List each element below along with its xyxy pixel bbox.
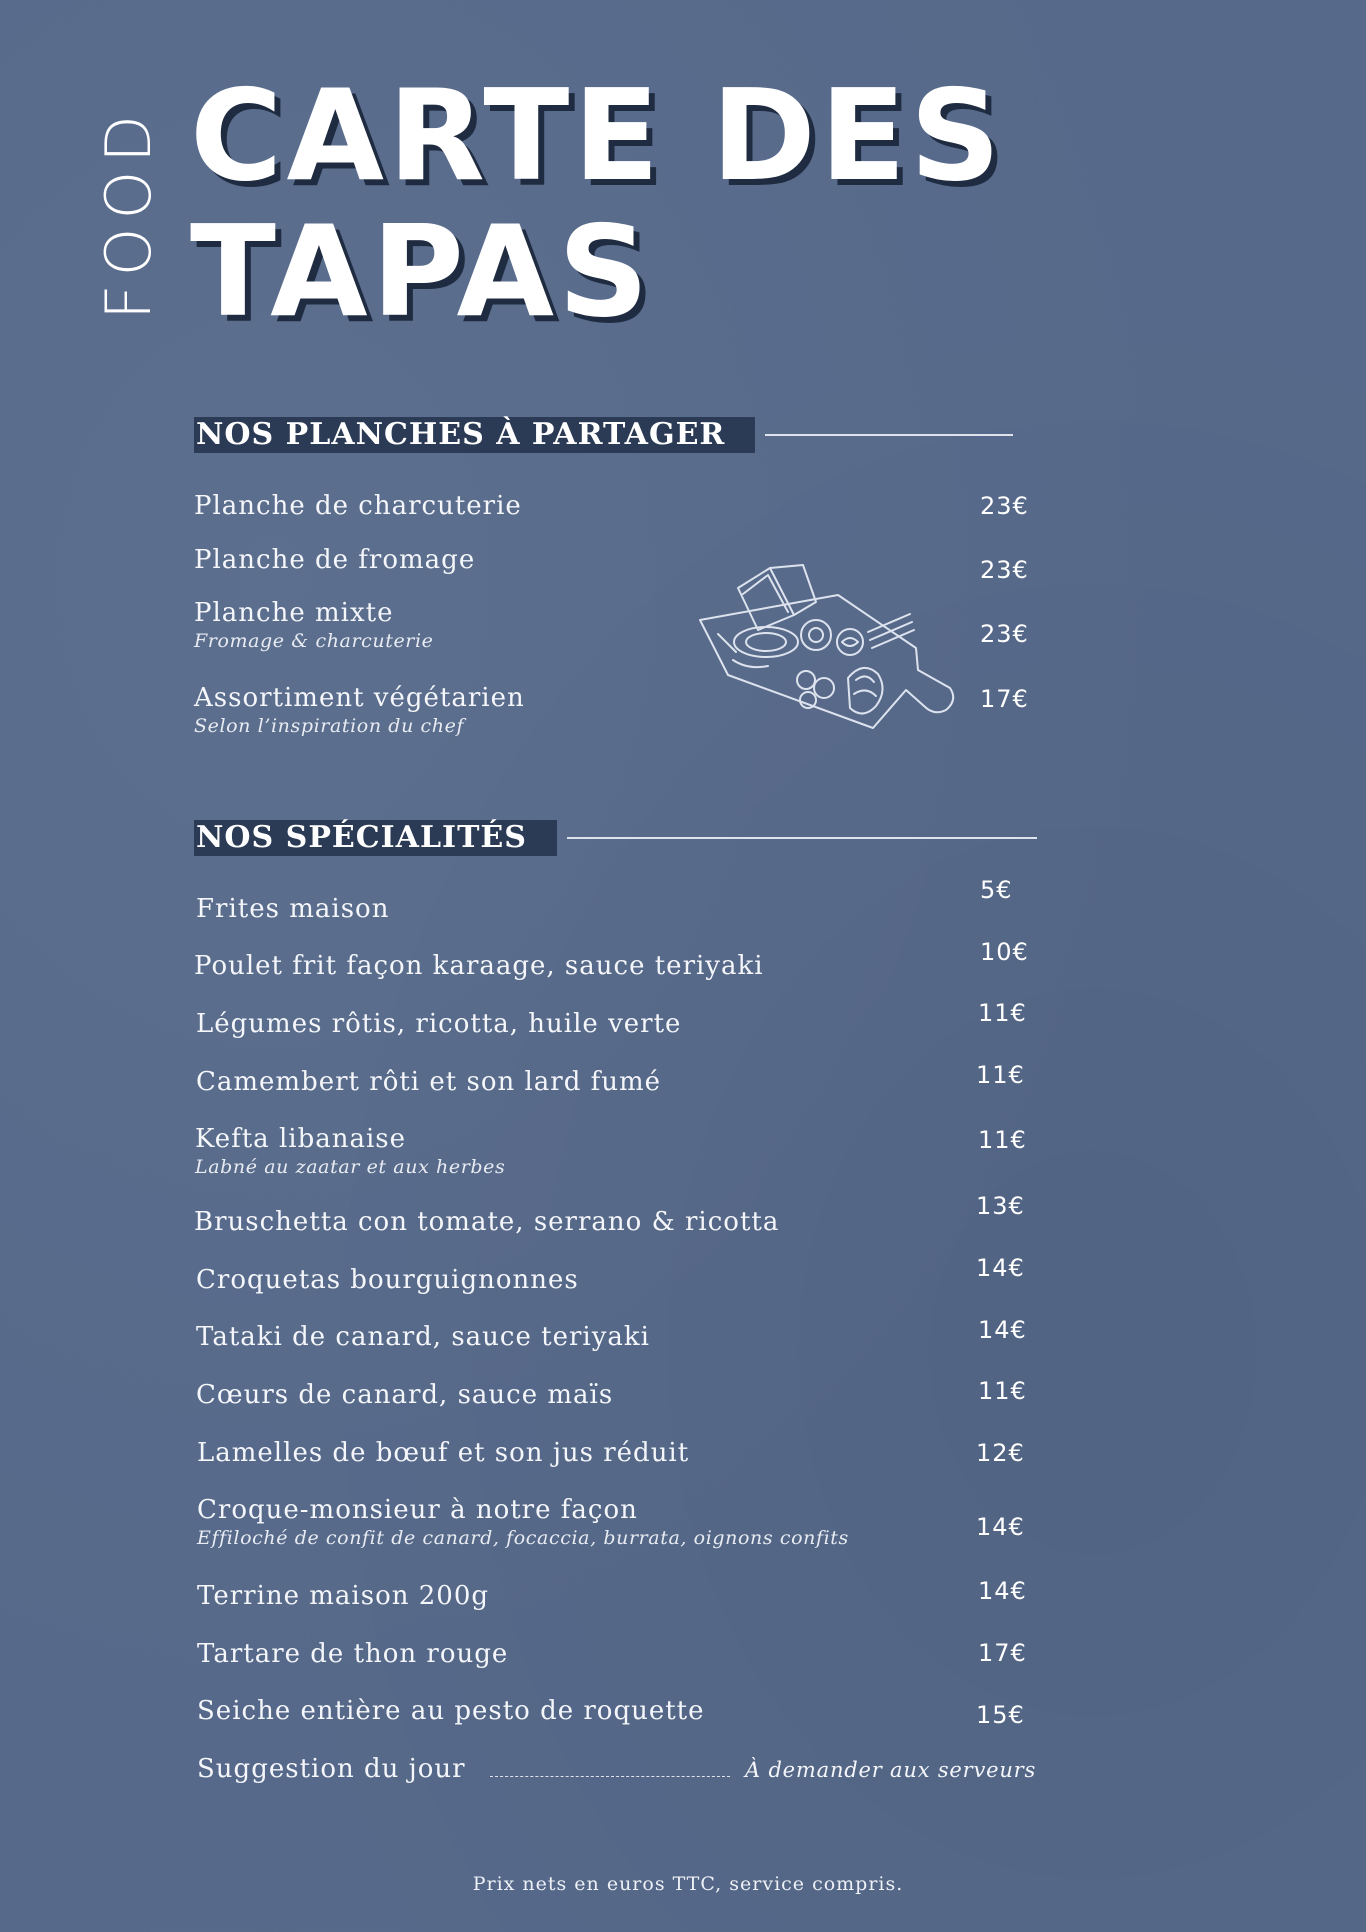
menu-title — [190, 62, 1005, 345]
item-name: Kefta libanaise — [195, 1124, 407, 1154]
menu-item — [196, 1008, 681, 1040]
item-price: 17€ — [980, 685, 1029, 713]
item-price: 12€ — [976, 1439, 1025, 1467]
menu-item — [197, 1695, 705, 1727]
charcuterie-board-illustration — [688, 560, 958, 735]
menu-item — [196, 1321, 650, 1353]
item-price: 14€ — [978, 1316, 1027, 1344]
menu-item — [194, 950, 764, 982]
item-name: Planche mixte — [194, 598, 394, 628]
item-name: Assortiment végétarien — [194, 683, 525, 713]
item-price: 15€ — [976, 1701, 1025, 1729]
item-name: Tartare de thon rouge — [197, 1639, 509, 1669]
suggestion-item — [197, 1753, 466, 1785]
section-title: NOS SPÉCIALITÉS — [194, 820, 557, 856]
price-footnote: Prix nets en euros TTC, service compris. — [472, 1873, 904, 1895]
item-price: 23€ — [980, 620, 1029, 648]
menu-item — [194, 597, 434, 653]
item-name: Seiche entière au pesto de roquette — [197, 1696, 705, 1726]
menu-item — [195, 1123, 505, 1179]
menu-item — [197, 1437, 689, 1469]
item-name: Terrine maison 200g — [197, 1581, 490, 1611]
item-name: Frites maison — [196, 894, 390, 924]
item-price: 23€ — [980, 556, 1029, 584]
menu-item — [194, 682, 525, 738]
item-name: Camembert rôti et son lard fumé — [196, 1067, 662, 1097]
item-description: Labné au zaatar et aux herbes — [195, 1156, 506, 1178]
item-price: 11€ — [978, 999, 1027, 1027]
item-name: Poulet frit façon karaage, sauce teriyaki — [194, 951, 764, 981]
menu-item — [194, 490, 522, 522]
section-divider — [765, 434, 1013, 436]
section-divider — [567, 837, 1037, 839]
item-name: Planche de charcuterie — [194, 491, 522, 521]
suggestion-note: À demander aux serveurs — [745, 1758, 1037, 1782]
item-price: 11€ — [978, 1126, 1027, 1154]
item-price: 5€ — [980, 876, 1013, 904]
menu-item — [196, 893, 389, 925]
item-price: 14€ — [976, 1513, 1025, 1541]
menu-item — [197, 1580, 489, 1612]
menu-item — [196, 1379, 613, 1411]
section-header-specialites — [194, 820, 1037, 856]
suggestion-name: Suggestion du jour — [197, 1754, 466, 1784]
item-name: Croquetas bourguignonnes — [196, 1265, 579, 1295]
menu-item — [194, 1206, 779, 1238]
item-name: Tataki de canard, sauce teriyaki — [196, 1322, 650, 1352]
item-price: 17€ — [978, 1639, 1027, 1667]
item-description: Selon l’inspiration du chef — [194, 715, 465, 737]
item-price: 11€ — [978, 1377, 1027, 1405]
menu-item — [196, 1066, 661, 1098]
menu-item — [194, 544, 475, 576]
menu-title-line-1: CARTE DES — [190, 62, 1005, 209]
item-price: 11€ — [976, 1061, 1025, 1089]
section-title: NOS PLANCHES À PARTAGER — [194, 417, 755, 453]
item-price: 14€ — [978, 1577, 1027, 1605]
menu-item — [197, 1638, 508, 1670]
item-price: 23€ — [980, 492, 1029, 520]
section-header-planches — [194, 417, 1013, 453]
item-name: Bruschetta con tomate, serrano & ricotta — [194, 1207, 780, 1237]
menu-item — [196, 1264, 579, 1296]
menu-title-line-2: TAPAS — [190, 198, 653, 345]
item-description: Effiloché de confit de canard, focaccia, burrata, oignons confits — [197, 1527, 849, 1549]
item-name: Cœurs de canard, sauce maïs — [196, 1380, 614, 1410]
item-name: Croque-monsieur à notre façon — [197, 1495, 638, 1525]
item-price: 14€ — [976, 1254, 1025, 1282]
item-name: Planche de fromage — [194, 545, 476, 575]
item-price: 10€ — [980, 938, 1029, 966]
menu-item — [197, 1494, 849, 1550]
item-name: Lamelles de bœuf et son jus réduit — [197, 1438, 690, 1468]
side-label-food: FOOD — [92, 106, 165, 320]
item-description: Fromage & charcuterie — [194, 630, 434, 652]
item-name: Légumes rôtis, ricotta, huile verte — [196, 1009, 682, 1039]
item-price: 13€ — [976, 1192, 1025, 1220]
dotted-leader — [490, 1776, 730, 1777]
